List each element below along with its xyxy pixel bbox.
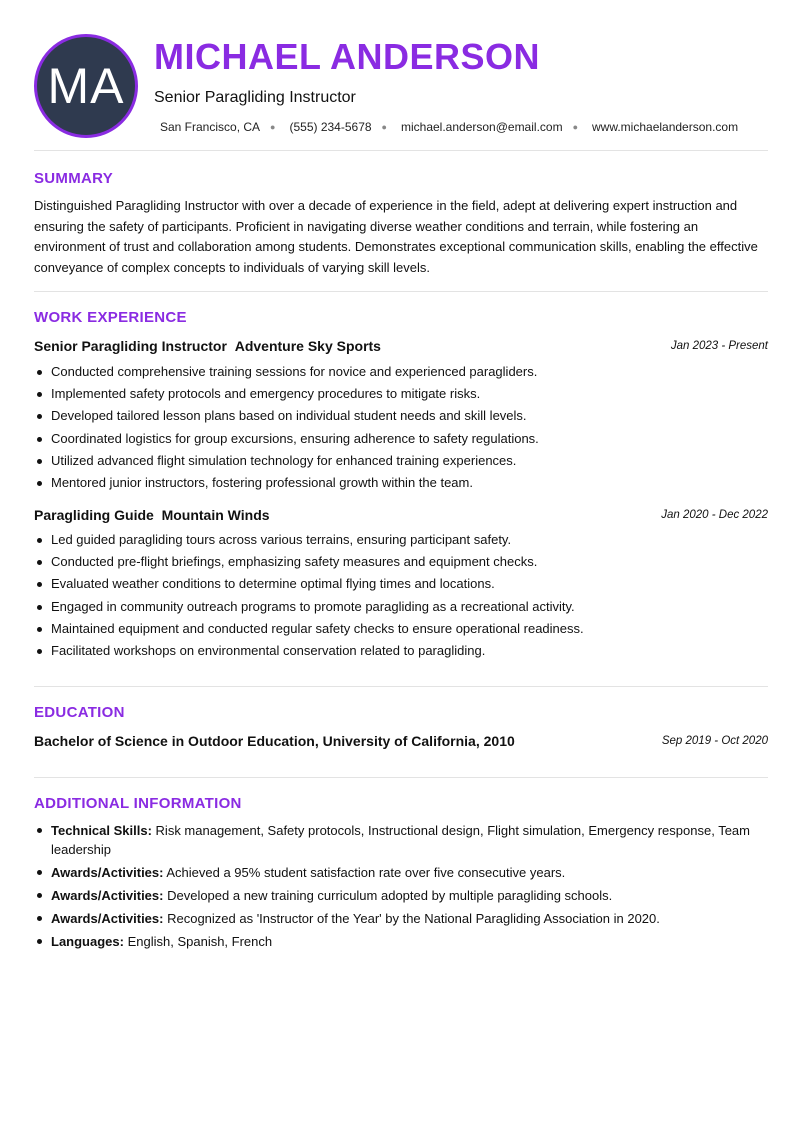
info-text: Developed a new training curriculum adopted by multiple paragliding schools. (167, 888, 613, 903)
education-entry (34, 733, 768, 753)
contact-location: San Francisco, CA (160, 120, 261, 134)
section-title-experience: WORK EXPERIENCE (34, 309, 187, 326)
list-item: Maintained equipment and conducted regular safety checks to ensure operational readiness. (34, 618, 768, 640)
list-item: Conducted pre-flight briefings, emphasizing safety measures and equipment checks. (34, 551, 768, 573)
list-item: Evaluated weather conditions to determine optimal flying times and locations. (34, 573, 768, 595)
contact-email[interactable]: michael.anderson@email.com (400, 120, 563, 134)
list-item (34, 863, 768, 882)
job-header (34, 338, 768, 358)
info-label: Awards/Activities: (51, 865, 164, 880)
dot-separator-icon: ● (270, 122, 276, 132)
list-item (34, 909, 768, 928)
divider (34, 777, 768, 778)
section-title-summary: SUMMARY (34, 170, 114, 187)
list-item: Mentored junior instructors, fostering professional growth within the team. (34, 472, 768, 494)
info-text: Achieved a 95% student satisfaction rate over five consecutive years. (166, 865, 566, 880)
list-item: Facilitated workshops on environmental conservation related to paragliding. (34, 640, 768, 662)
dot-separator-icon: ● (381, 122, 387, 132)
section-title-additional: ADDITIONAL INFORMATION (34, 795, 242, 812)
info-text: English, Spanish, French (127, 934, 273, 949)
job-company: Adventure Sky Sports (234, 338, 381, 354)
job-role: Senior Paragliding Instructor (34, 338, 227, 354)
candidate-title: Senior Paragliding Instructor (154, 89, 356, 106)
info-label: Awards/Activities: (51, 911, 164, 926)
contact-bar (160, 120, 738, 134)
list-item (34, 932, 768, 951)
job-company: Mountain Winds (161, 507, 270, 523)
info-text: Risk management, Safety protocols, Instructional design, Flight simulation, Emergency response, Team leadership (51, 823, 750, 857)
job-role: Paragliding Guide (34, 507, 154, 523)
job-dates: Jan 2020 - Dec 2022 (661, 509, 768, 521)
list-item: Developed tailored lesson plans based on individual student needs and skill levels. (34, 405, 768, 427)
section-title-education: EDUCATION (34, 704, 125, 721)
divider (34, 150, 768, 151)
contact-website[interactable]: www.michaelanderson.com (592, 120, 739, 134)
job-header (34, 507, 768, 527)
list-item: Engaged in community outreach programs to promote paragliding as a recreational activity. (34, 596, 768, 618)
avatar-initials: MA (47, 58, 125, 114)
education-dates: Sep 2019 - Oct 2020 (661, 735, 768, 747)
list-item: Utilized advanced flight simulation technology for enhanced training experiences. (34, 450, 768, 472)
dot-separator-icon: ● (572, 122, 579, 132)
list-item: Led guided paragliding tours across various terrains, ensuring participant safety. (34, 529, 768, 551)
list-item: Coordinated logistics for group excursions, ensuring adherence to safety regulations. (34, 428, 768, 450)
job-heading (34, 338, 381, 354)
info-label: Technical Skills: (51, 823, 152, 838)
candidate-name: MICHAEL ANDERSON (154, 36, 541, 77)
divider (34, 291, 768, 292)
info-text: Recognized as 'Instructor of the Year' by the National Paragliding Association in 2020. (167, 911, 660, 926)
additional-info-list (34, 821, 768, 955)
list-item (34, 821, 768, 859)
list-item (34, 886, 768, 905)
list-item: Implemented safety protocols and emergency procedures to mitigate risks. (34, 383, 768, 405)
job-heading (34, 507, 270, 523)
contact-phone[interactable]: (555) 234-5678 (289, 120, 372, 134)
job-dates: Jan 2023 - Present (670, 340, 768, 352)
education-degree: Bachelor of Science in Outdoor Education, University of California, 2010 (34, 733, 515, 749)
avatar (34, 34, 138, 138)
list-item: Conducted comprehensive training sessions for novice and experienced paragliders. (34, 361, 768, 383)
info-label: Languages: (51, 934, 124, 949)
summary-text: Distinguished Paragliding Instructor with over a decade of experience in the field, adept at delivering expert instruction and ensuring the safety of participants. Proficient in navigating diverse weather conditions and terrain, while fostering an environment of trust and collaboration among students. Demonstrates exceptional communication skills, enabling the effective conveyance of complex concepts to individuals of varying skill levels. (34, 198, 758, 275)
info-label: Awards/Activities: (51, 888, 164, 903)
divider (34, 686, 768, 687)
job-bullets (34, 361, 768, 494)
job-bullets (34, 529, 768, 662)
